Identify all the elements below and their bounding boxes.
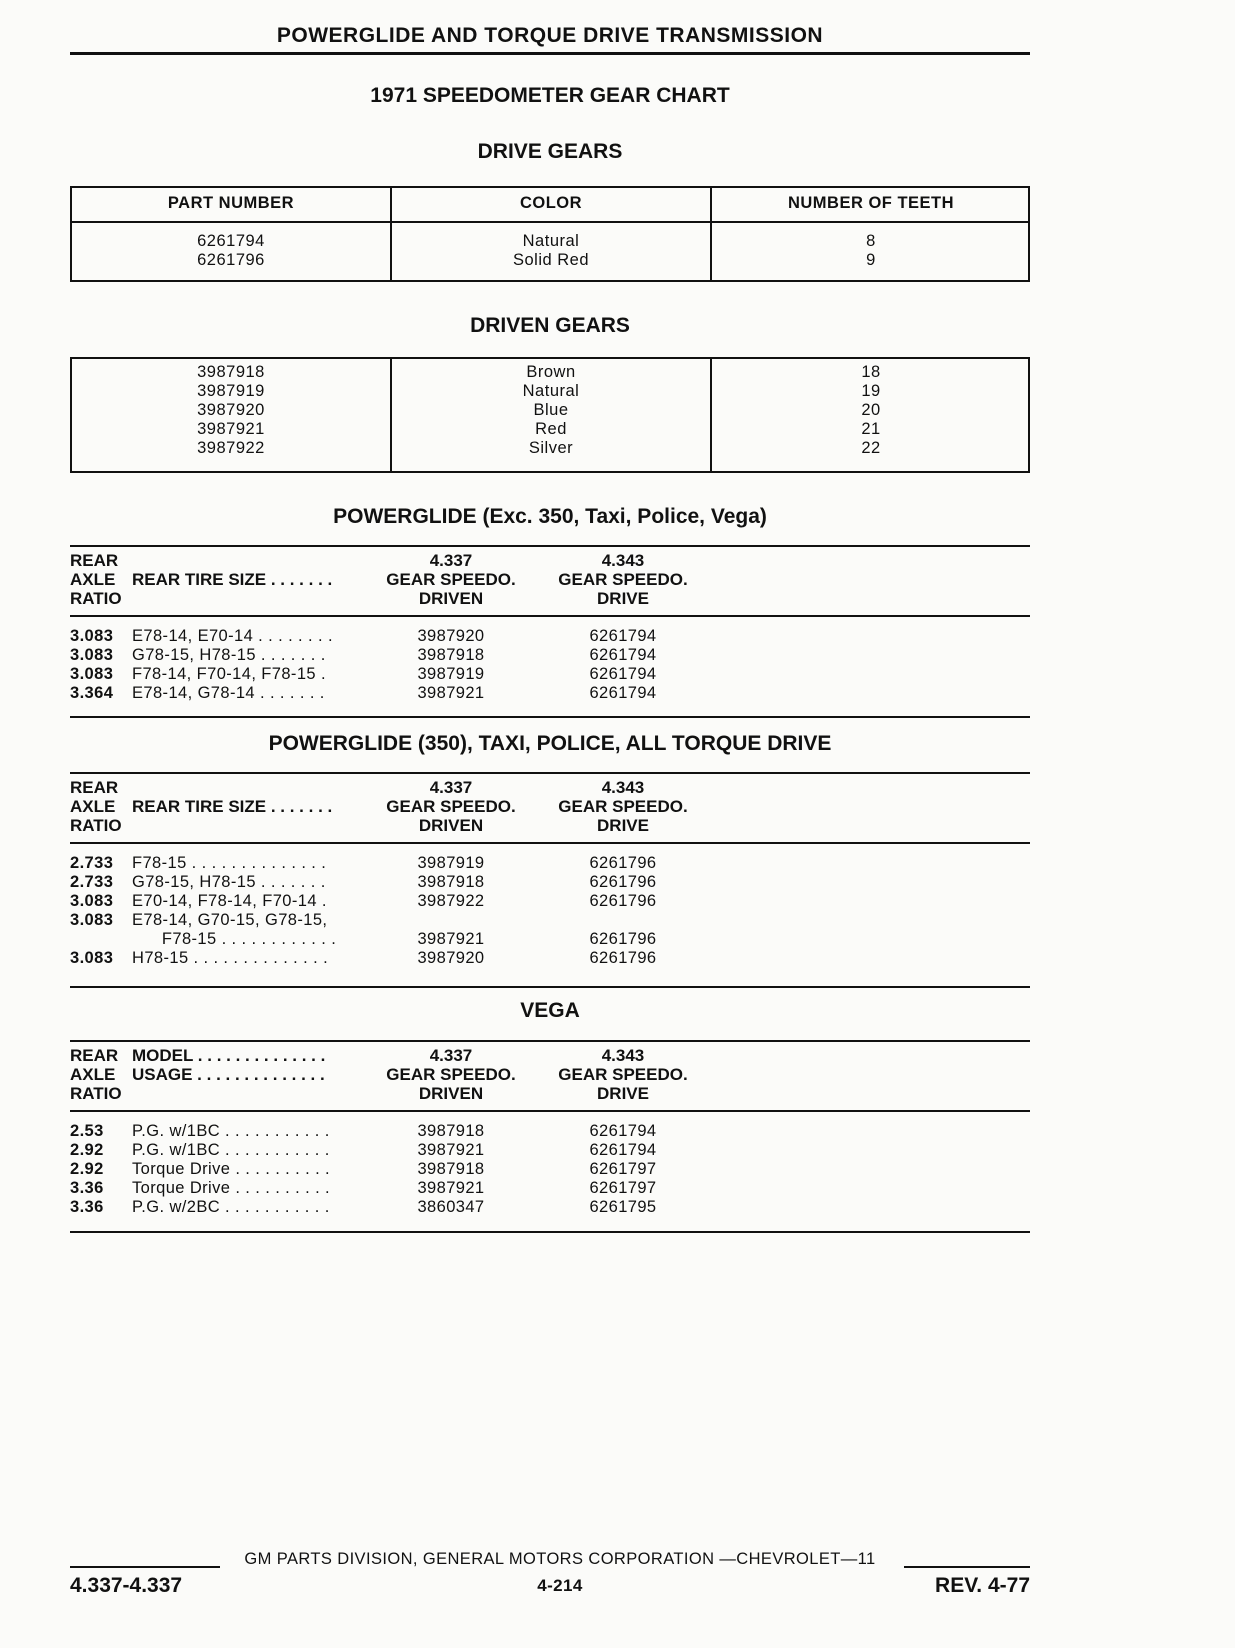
column-header: NUMBER OF TEETH [787,194,955,212]
driven-part: 3987918 [417,1122,485,1140]
col-drive: DRIVE [597,1084,649,1103]
header-rule [70,1110,1030,1112]
teeth-count: 9 [866,251,876,269]
page-title: POWERGLIDE AND TORQUE DRIVE TRANSMISSION [276,24,824,47]
model-usage: Torque Drive . . . . . . . . . . [132,1179,331,1197]
model-usage: P.G. w/1BC . . . . . . . . . . . [132,1141,330,1159]
col-rear: REAR [70,551,119,570]
tire-size: E70-14, F78-14, F70-14 . [132,892,327,910]
gear-color: Red [535,420,567,438]
col-axle: AXLE [70,797,116,816]
axle-ratio: 2.92 [70,1141,104,1159]
driven-part: 3987918 [417,873,485,891]
driven-part: 3987921 [417,1141,485,1159]
teeth-count: 19 [861,382,881,400]
part-number: 3987922 [197,439,265,457]
chart-title: 1971 SPEEDOMETER GEAR CHART [370,84,730,107]
table-top-rule [70,1040,1030,1042]
footer-revision: REV. 4-77 [935,1574,1030,1597]
drive-part: 6261796 [589,949,657,967]
drive-part: 6261796 [589,873,657,891]
axle-ratio: 3.364 [70,684,114,702]
part-number: 3987920 [197,401,265,419]
powerglide-exc-heading: POWERGLIDE (Exc. 350, Taxi, Police, Vega) [333,505,767,528]
driven-part: 3987920 [417,627,485,645]
driven-part: 3987921 [417,1179,485,1197]
header-rule [72,221,1028,223]
part-number: 6261794 [197,232,265,250]
axle-ratio: 2.92 [70,1160,104,1178]
col-ratio: RATIO [70,816,122,835]
vega-table [70,1040,1030,1240]
col-drive: DRIVE [597,816,649,835]
column-header: PART NUMBER [167,194,295,212]
axle-ratio: 3.083 [70,627,114,645]
footer-page-number: 4-214 [537,1576,583,1595]
col-driven-spec: 4.337 [429,551,473,570]
col-drive-label: GEAR SPEEDO. [558,797,688,816]
powerglide-exc-table [70,545,1030,725]
col-driven-spec: 4.337 [429,1046,473,1065]
footer-page-range: 4.337-4.337 [70,1574,183,1597]
column-header: COLOR [519,194,583,212]
gear-color: Blue [533,401,569,419]
col-rear: REAR [70,1046,119,1065]
col-drive-label: GEAR SPEEDO. [558,570,688,589]
col-driven-spec: 4.337 [429,778,473,797]
axle-ratio: 3.083 [70,665,114,683]
tire-size: F78-15 . . . . . . . . . . . . [132,930,337,948]
drive-part: 6261794 [589,1141,657,1159]
gear-color: Silver [528,439,574,457]
driven-part: 3860347 [417,1198,485,1216]
title-rule [70,52,1030,55]
axle-ratio: 2.733 [70,873,114,891]
teeth-count: 8 [866,232,876,250]
col-driven: DRIVEN [418,589,484,608]
tire-size: E78-14, G78-14 . . . . . . . [132,684,325,702]
teeth-count: 21 [861,420,881,438]
axle-ratio: 3.36 [70,1179,104,1197]
tire-size: G78-15, H78-15 . . . . . . . [132,646,326,664]
drive-part: 6261796 [589,892,657,910]
driven-part: 3987921 [417,684,485,702]
axle-ratio: 2.53 [70,1122,104,1140]
powerglide-350-table [70,772,1030,992]
tire-size: E78-14, E70-14 . . . . . . . . [132,627,333,645]
axle-ratio: 3.36 [70,1198,104,1216]
drive-part: 6261794 [589,1122,657,1140]
drive-gears-heading: DRIVE GEARS [477,140,623,163]
footer-rule-right [904,1566,1030,1568]
table-bottom-rule [70,986,1030,988]
table-bottom-rule [70,716,1030,718]
table-bottom-rule [70,1231,1030,1233]
driven-part: 3987922 [417,892,485,910]
driven-part: 3987921 [417,930,485,948]
drive-gears-table [70,186,1030,282]
col-model: MODEL . . . . . . . . . . . . . . [132,1046,326,1065]
col-usage: USAGE . . . . . . . . . . . . . . [132,1065,325,1084]
col-drive-label: GEAR SPEEDO. [558,1065,688,1084]
table-top-rule [70,545,1030,547]
powerglide-350-heading: POWERGLIDE (350), TAXI, POLICE, ALL TORQUE DRIVE [268,732,832,755]
col-axle: AXLE [70,1065,116,1084]
table-bottom-rule [70,280,1030,282]
col-driven-label: GEAR SPEEDO. [386,570,516,589]
teeth-count: 20 [861,401,881,419]
drive-part: 6261795 [589,1198,657,1216]
gear-color: Solid Red [512,251,590,269]
vega-heading: VEGA [520,999,580,1022]
col-driven-label: GEAR SPEEDO. [386,797,516,816]
part-number: 3987921 [197,420,265,438]
header-rule [70,615,1030,617]
axle-ratio: 3.083 [70,911,114,929]
driven-part: 3987919 [417,854,485,872]
col-driven-label: GEAR SPEEDO. [386,1065,516,1084]
footer-rule-left [70,1566,220,1568]
drive-part: 6261794 [589,646,657,664]
axle-ratio: 3.083 [70,892,114,910]
part-number: 3987918 [197,363,265,381]
col-ratio: RATIO [70,1084,122,1103]
drive-part: 6261794 [589,627,657,645]
teeth-count: 22 [861,439,881,457]
col-drive: DRIVE [597,589,649,608]
drive-part: 6261797 [589,1179,657,1197]
part-number: 6261796 [197,251,265,269]
driven-part: 3987918 [417,646,485,664]
col-axle: AXLE [70,570,116,589]
gear-color: Natural [522,382,580,400]
table-top-rule [70,772,1030,774]
model-usage: P.G. w/1BC . . . . . . . . . . . [132,1122,330,1140]
drive-part: 6261796 [589,854,657,872]
axle-ratio: 2.733 [70,854,114,872]
drive-part: 6261794 [589,665,657,683]
drive-part: 6261796 [589,930,657,948]
tire-size: F78-15 . . . . . . . . . . . . . . [132,854,327,872]
tire-size: F78-14, F70-14, F78-15 . [132,665,326,683]
drive-part: 6261797 [589,1160,657,1178]
col-driven: DRIVEN [418,816,484,835]
footer-publisher: GM PARTS DIVISION, GENERAL MOTORS CORPORATION —CHEVROLET—11 [244,1550,876,1568]
header-rule [70,842,1030,844]
driven-gears-heading: DRIVEN GEARS [470,314,630,337]
col-tire-size: REAR TIRE SIZE . . . . . . . [132,570,333,589]
driven-part: 3987920 [417,949,485,967]
col-drive-spec: 4.343 [601,551,645,570]
drive-part: 6261794 [589,684,657,702]
driven-part: 3987918 [417,1160,485,1178]
axle-ratio: 3.083 [70,949,114,967]
table-bottom-rule [70,471,1030,473]
tire-size: E78-14, G70-15, G78-15, [132,911,328,929]
gear-color: Brown [526,363,576,381]
col-ratio: RATIO [70,589,122,608]
col-drive-spec: 4.343 [601,1046,645,1065]
tire-size: G78-15, H78-15 . . . . . . . [132,873,326,891]
part-number: 3987919 [197,382,265,400]
model-usage: P.G. w/2BC . . . . . . . . . . . [132,1198,330,1216]
col-tire-size: REAR TIRE SIZE . . . . . . . [132,797,333,816]
tire-size: H78-15 . . . . . . . . . . . . . . [132,949,329,967]
col-drive-spec: 4.343 [601,778,645,797]
driven-part: 3987919 [417,665,485,683]
axle-ratio: 3.083 [70,646,114,664]
col-rear: REAR [70,778,119,797]
model-usage: Torque Drive . . . . . . . . . . [132,1160,331,1178]
gear-color: Natural [522,232,580,250]
driven-gears-table [70,357,1030,473]
teeth-count: 18 [861,363,881,381]
col-driven: DRIVEN [418,1084,484,1103]
